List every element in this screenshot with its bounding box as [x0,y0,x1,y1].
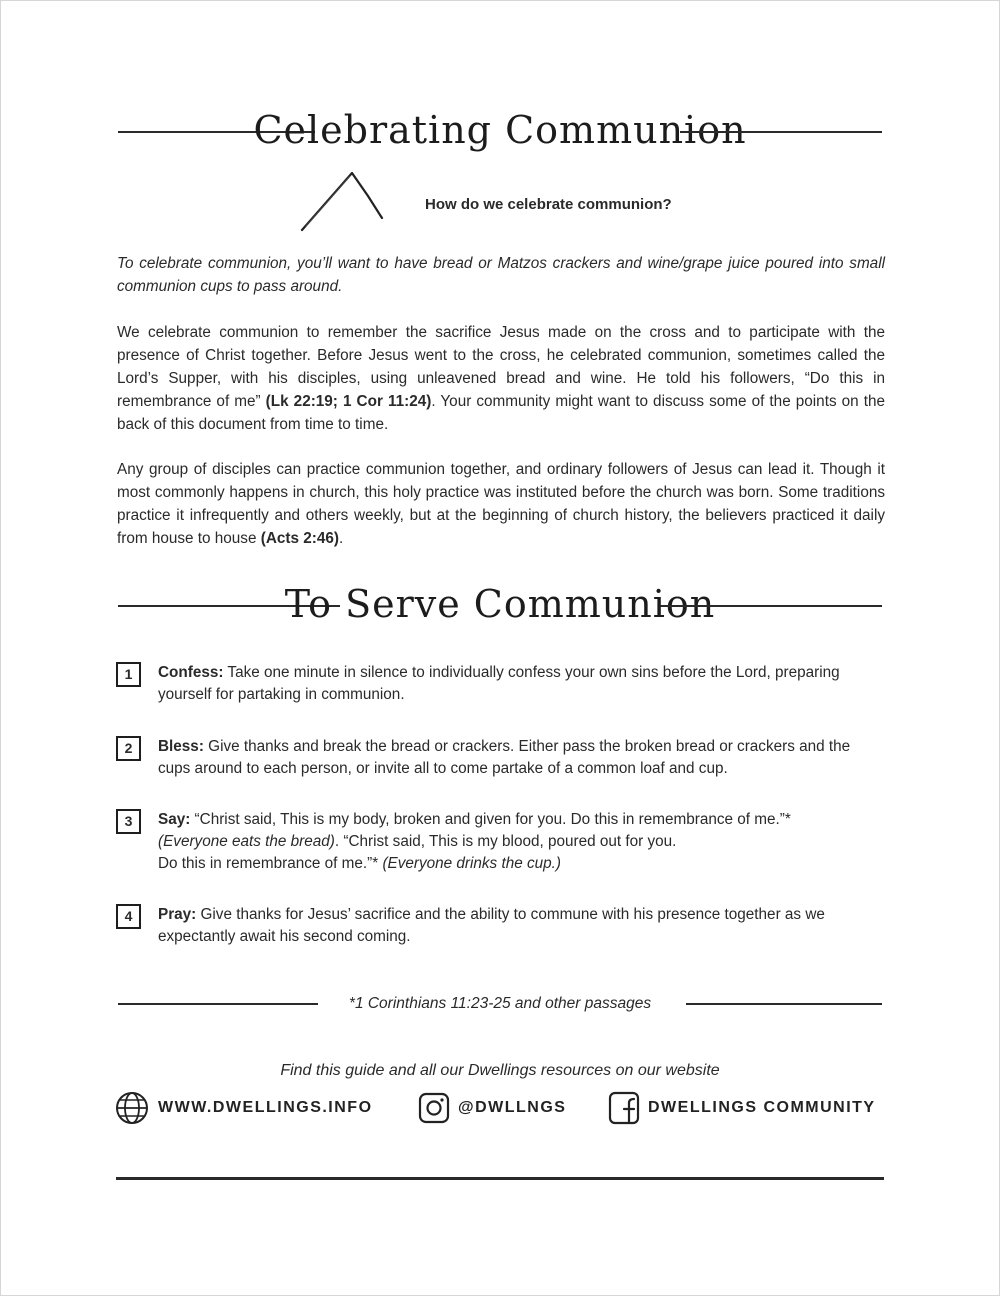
step-label: Say: [158,811,191,828]
step-number-badge: 4 [116,904,141,929]
globe-icon [114,1090,150,1126]
instagram-handle[interactable]: @DWLLNGS [458,1099,567,1116]
step-number-badge: 2 [116,736,141,761]
step-label: Bless: [158,738,204,755]
practice-text-end: . [338,530,344,547]
page-title: Celebrating Communion [253,108,747,152]
step-description: . “Christ said, This is my blood, poured out for you. [334,833,677,850]
footnote: *1 Corinthians 11:23-25 and other passages [348,995,652,1012]
scripture-reference: (Lk 22:19; 1 Cor 11:24) [265,393,432,410]
section-rule-right [660,605,882,607]
website-callout: Find this guide and all our Dwellings resources on our website [280,1062,720,1079]
step-description: Give thanks and break the bread or crackers. Either pass the broken bread or crackers and the cups around to each person, or invite all to come partake of a common loaf and cup. [158,738,851,777]
step-text [158,662,886,706]
step-description: Do this in remembrance of me.”* [158,855,383,872]
facebook-link[interactable] [608,1090,876,1126]
step-description: Take one minute in silence to individually confess your own sins before the Lord, preparing yourself for partaking in communion. [158,664,840,703]
website-url[interactable]: WWW.DWELLINGS.INFO [158,1099,373,1116]
purpose-paragraph [117,321,885,436]
practice-paragraph [117,458,885,550]
step-text [158,736,886,780]
step-label: Pray: [158,906,197,923]
step-description: “Christ said, This is my body, broken and given for you. Do this in remembrance of me.”* [190,811,791,828]
section-title: To Serve Communion [284,582,716,626]
footnote-rule-right [686,1003,882,1005]
instagram-link[interactable] [418,1090,566,1126]
step-number-badge: 3 [116,809,141,834]
facebook-name[interactable]: DWELLINGS COMMUNITY [648,1099,876,1116]
title-rule-right [680,131,882,133]
step-text [158,904,886,948]
purpose-text: We celebrate communion to remember the sacrifice Jesus made on the cross and to participate with the presence of Christ together. Before Jesus went to the cross, he celebrated communion, sometimes called the Lord’s Supper, with his disciples, using unleavened bread and wine. He told his followers, “Do this in remembrance of me” [117,324,885,410]
step-text [158,809,886,875]
step-description: Give thanks for Jesus’ sacrifice and the ability to commune with his presence together as we expectantly await his second coming. [158,906,825,945]
scripture-reference: (Acts 2:46) [260,530,339,547]
step-instruction: (Everyone eats the bread) [158,833,335,850]
facebook-icon [608,1090,640,1126]
practice-text: Any group of disciples can practice communion together, and ordinary followers of Jesus can lead it. Though it most commonly happens in church, this holy practice was instituted before the church was born. Some traditions practice it infrequently and others weekly, but at the beginning of church history, the believers practiced it daily from house to house [117,461,885,547]
step-label: Confess: [158,664,224,681]
step-number-badge: 1 [116,662,141,687]
intro-paragraph: To celebrate communion, you’ll want to have bread or Matzos crackers and wine/grape juice poured into small communion cups to pass around. [117,255,885,295]
instagram-icon [418,1091,450,1125]
question-heading: How do we celebrate communion? [425,196,672,213]
step-instruction: (Everyone drinks the cup.) [382,855,561,872]
purpose-text-end: . Your community might want to discuss some of the points on the back of this document from time to time. [117,393,886,433]
bottom-rule [116,1177,884,1180]
caret-sketch-icon [296,166,402,236]
website-link[interactable] [114,1090,373,1126]
